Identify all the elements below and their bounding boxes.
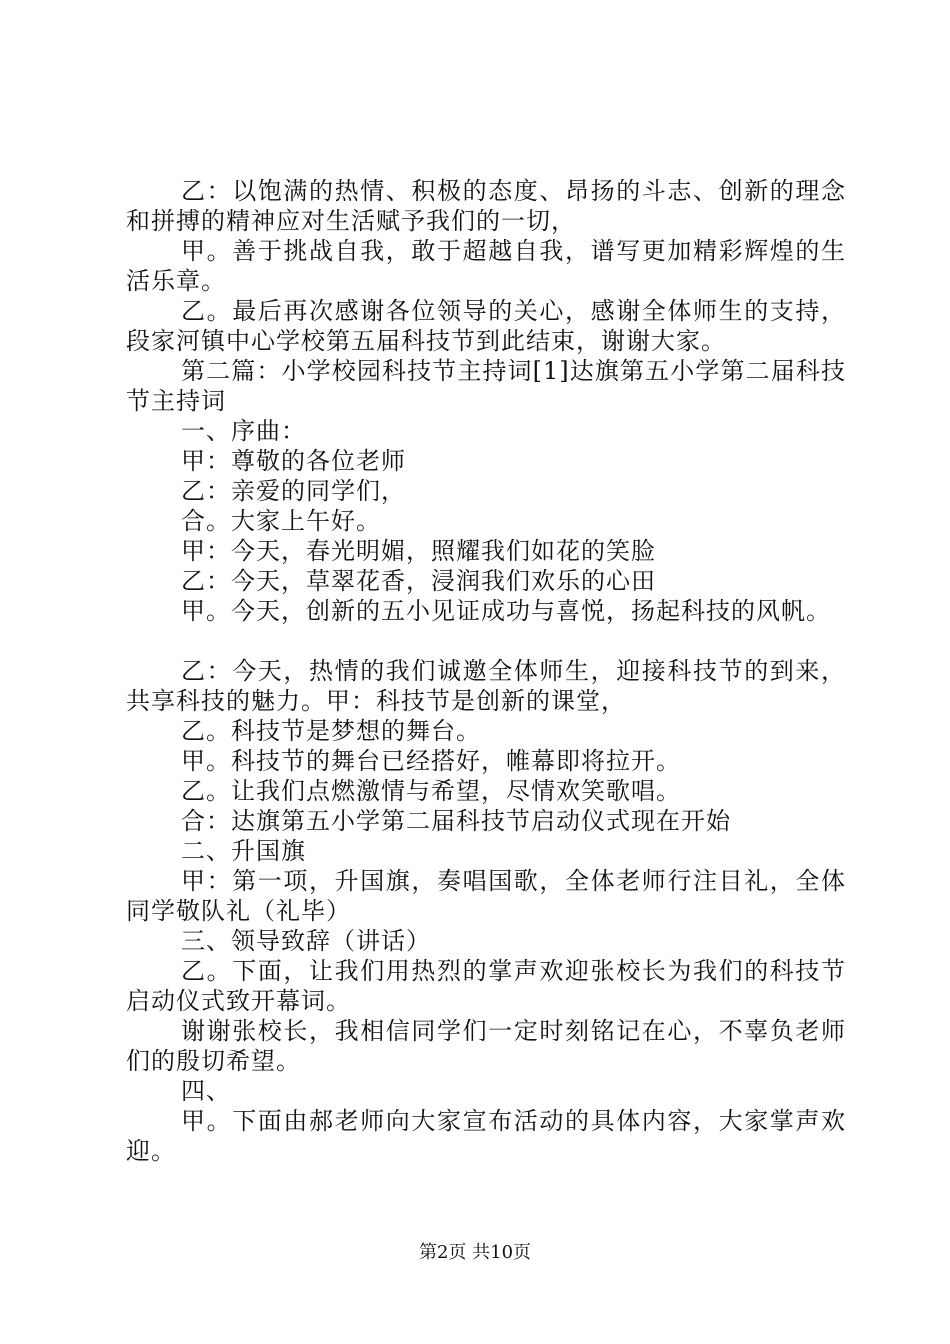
paragraph: 第二篇：小学校园科技节主持词[1]达旗第五小学第二届科技节主持词 xyxy=(126,357,846,415)
paragraph: 二、升国旗 xyxy=(181,837,306,865)
paragraph: 四、 xyxy=(181,1077,231,1105)
paragraph: 乙。最后再次感谢各位领导的关心，感谢全体师生的支持，段家河镇中心学校第五届科技节到此结束，谢谢大家。 xyxy=(126,297,846,355)
paragraph: 甲。科技节的舞台已经搭好，帷幕即将拉开。 xyxy=(181,747,681,775)
paragraph: 甲：今天，春光明媚，照耀我们如花的笑脸 xyxy=(181,537,656,565)
paragraph: 一、序曲： xyxy=(181,417,306,445)
paragraph: 乙：亲爱的同学们， xyxy=(181,477,406,505)
paragraph: 乙。科技节是梦想的舞台。 xyxy=(181,717,481,745)
paragraph: 甲。今天，创新的五小见证成功与喜悦，扬起科技的风帆。 xyxy=(181,597,831,625)
paragraph: 合：达旗第五小学第二届科技节启动仪式现在开始 xyxy=(181,807,731,835)
paragraph: 乙：今天，草翠花香，浸润我们欢乐的心田 xyxy=(181,567,656,595)
paragraph: 乙。让我们点燃激情与希望，尽情欢笑歌唱。 xyxy=(181,777,681,805)
paragraph: 乙：今天，热情的我们诚邀全体师生，迎接科技节的到来，共享科技的魅力。甲：科技节是创新的课堂， xyxy=(126,657,846,715)
paragraph: 乙。下面，让我们用热烈的掌声欢迎张校长为我们的科技节启动仪式致开幕词。 xyxy=(126,957,846,1015)
blank-line xyxy=(126,626,846,656)
document-body xyxy=(126,176,846,1166)
paragraph: 合。大家上午好。 xyxy=(181,507,381,535)
paragraph: 乙：以饱满的热情、积极的态度、昂扬的斗志、创新的理念和拼搏的精神应对生活赋予我们的一切， xyxy=(126,177,846,235)
paragraph: 三、领导致辞（讲话） xyxy=(181,927,431,955)
paragraph: 甲。下面由郝老师向大家宣布活动的具体内容，大家掌声欢迎。 xyxy=(126,1107,846,1165)
page-footer: 第2页 共10页 xyxy=(418,1242,532,1263)
paragraph: 甲：第一项，升国旗，奏唱国歌，全体老师行注目礼，全体同学敬队礼（礼毕） xyxy=(126,867,846,925)
paragraph: 甲。善于挑战自我，敢于超越自我，谱写更加精彩辉煌的生活乐章。 xyxy=(126,237,846,295)
paragraph: 甲：尊敬的各位老师 xyxy=(181,447,406,475)
paragraph: 谢谢张校长，我相信同学们一定时刻铭记在心，不辜负老师们的殷切希望。 xyxy=(126,1017,846,1075)
